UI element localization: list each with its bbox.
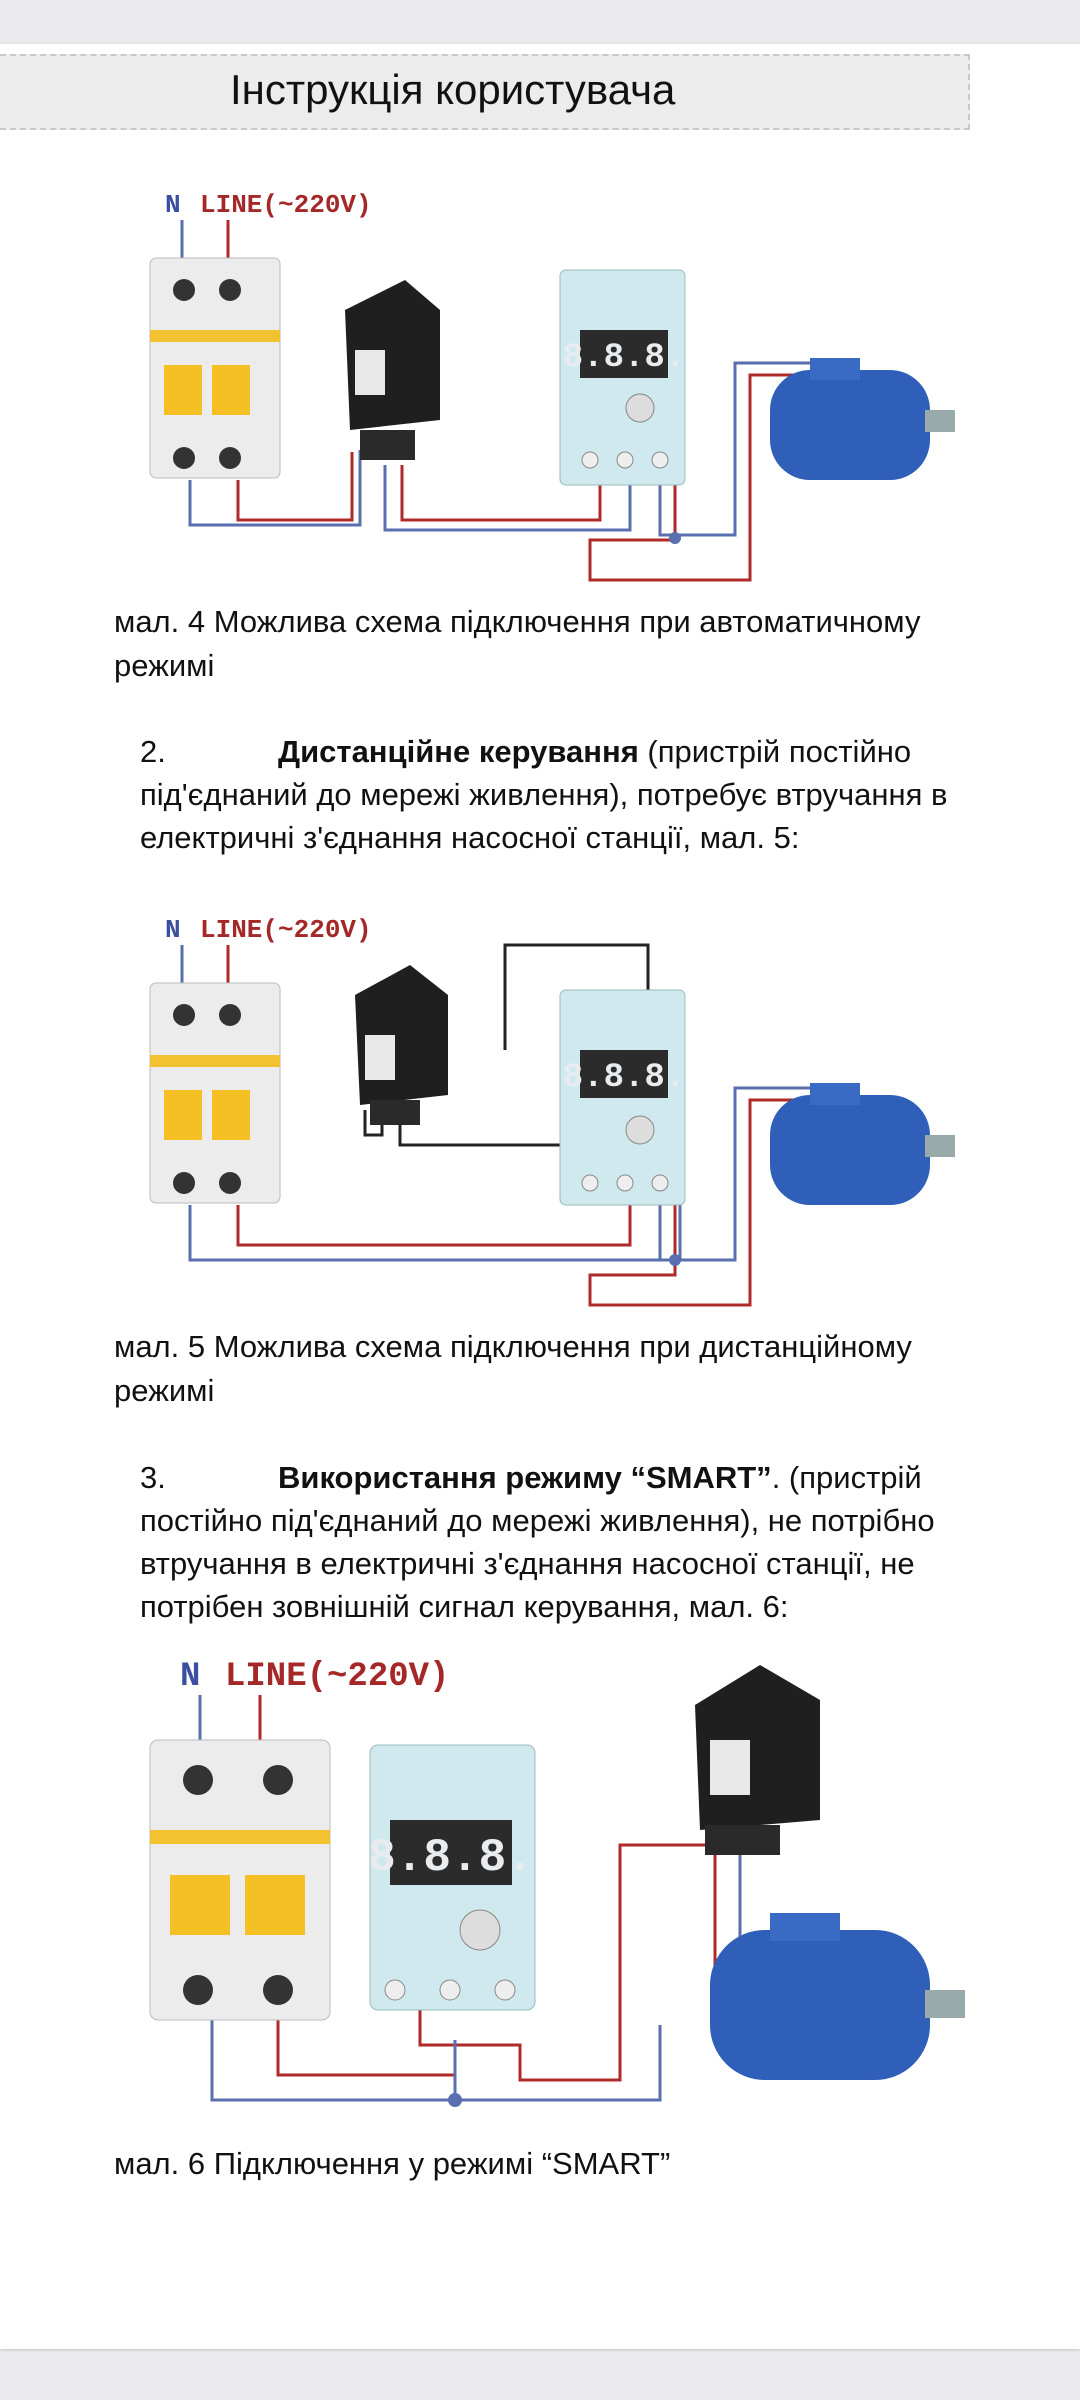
figure-6-caption: мал. 6 Підключення у режимі “SMART” [114,2146,671,2181]
relay-device [560,990,685,1205]
item-heading: Дистанційне керування [278,734,639,769]
pressure-switch [345,280,440,460]
page-title: Інструкція користувача [230,66,676,113]
electric-motor [710,1913,965,2080]
list-number: 2. [140,734,166,769]
pressure-switch [695,1665,820,1855]
wiring-diagram-automatic [120,180,980,600]
figure-4-caption: мал. 4 Можлива схема підключення при автоматичному режимі [114,604,921,683]
wiring-diagram-remote [120,905,980,1325]
item-heading: Використання режиму “SMART” [278,1460,772,1495]
relay-display: 8.8.8. [368,1832,534,1884]
list-item-smart-mode [140,1456,970,1628]
pressure-switch [355,965,448,1125]
relay-display: 8.8.8. [562,339,686,377]
circuit-breaker [150,258,280,478]
figure-5-caption: мал. 5 Можлива схема підключення при дистанційному режимі [114,1329,912,1408]
electric-motor [770,1083,955,1205]
line-label: LINE(~220V) [200,190,372,220]
item-text: . (пристрій постійно під'єднаний до мережі живлення), не потрібно втручання в електричні з'єднання насосної станції, не потрібен зовнішній сигнал керування, мал. 6: [140,1460,935,1624]
neutral-label: N [165,190,181,220]
line-label: LINE(~220V) [225,1658,450,1696]
circuit-breaker [150,983,280,1203]
line-label: LINE(~220V) [200,915,372,945]
relay-display: 8.8.8. [562,1059,686,1097]
circuit-breaker [150,1740,330,2020]
relay-device [560,270,685,485]
list-number: 3. [140,1460,166,1495]
neutral-label: N [165,915,181,945]
list-item-remote-control [140,730,970,859]
item-text: (пристрій постійно під'єднаний до мережі живлення), потребує втручання в електричні з'єднання насосної станції, мал. 5: [140,734,948,855]
electric-motor [770,358,955,480]
relay-device [368,1745,535,2010]
neutral-label: N [180,1658,201,1696]
wiring-diagram-smart [120,1645,980,2125]
